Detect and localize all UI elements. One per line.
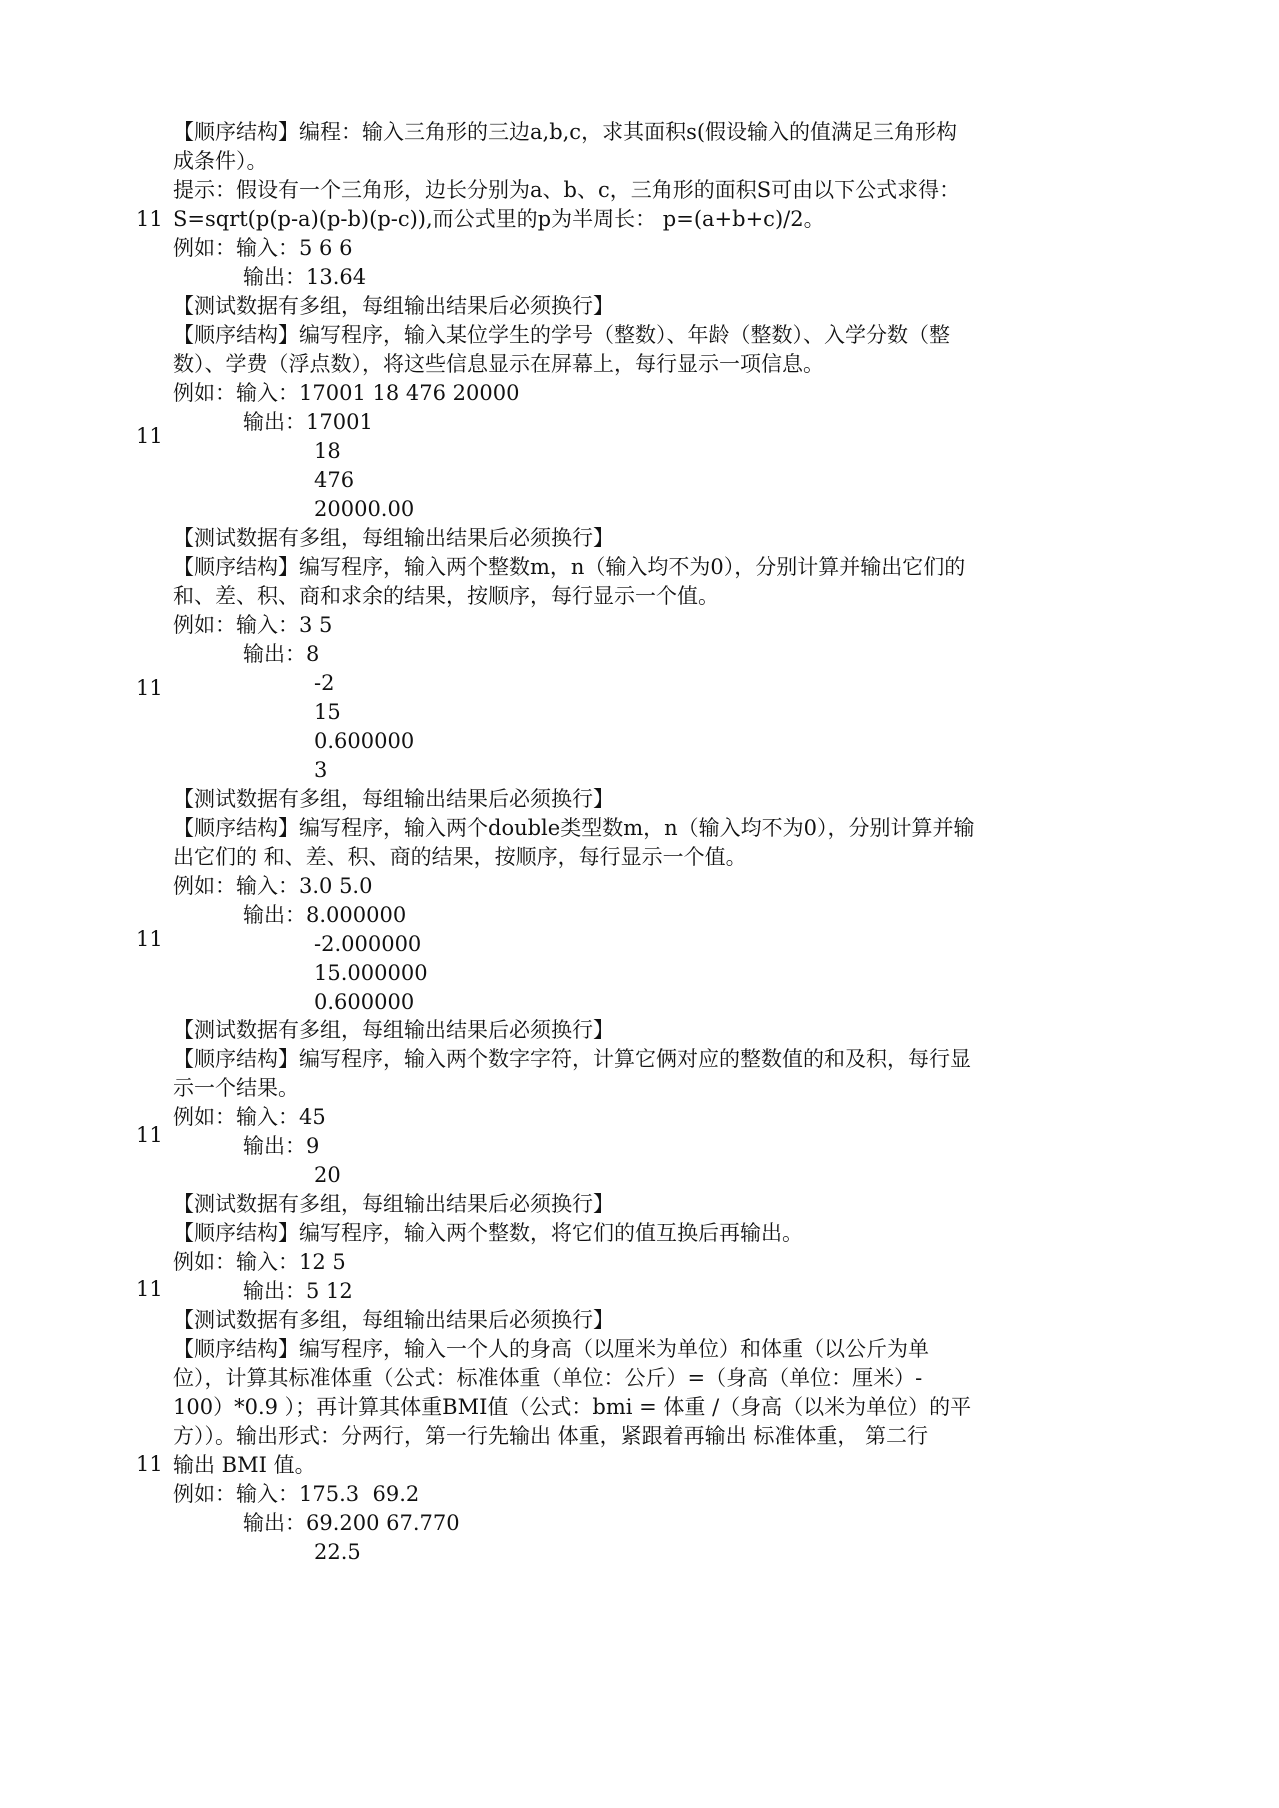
output-value: 8 bbox=[306, 642, 320, 666]
problem-number: 11 bbox=[136, 1277, 163, 1301]
problem-number: 11 bbox=[136, 424, 163, 448]
test-data-note: 【测试数据有多组，每组输出结果后必须换行】 bbox=[173, 1308, 614, 1332]
input-label: 输入： bbox=[236, 874, 299, 898]
statement-line: 【顺序结构】编写程序，输入两个数字字符，计算它俩对应的整数值的和及积，每行显 bbox=[173, 1047, 971, 1071]
input-label: 输入： bbox=[236, 613, 299, 637]
output-label: 输出： bbox=[243, 265, 306, 289]
test-data-note: 【测试数据有多组，每组输出结果后必须换行】 bbox=[173, 1192, 614, 1216]
output-value: 476 bbox=[314, 468, 355, 492]
output-value: 9 bbox=[306, 1134, 320, 1158]
output-value: 18 bbox=[314, 439, 341, 463]
test-data-note: 【测试数据有多组，每组输出结果后必须换行】 bbox=[173, 294, 614, 318]
input-value: 175.3 69.2 bbox=[299, 1482, 420, 1506]
statement-line: 100）*0.9 ）；再计算其体重BMI值（公式：bmi = 体重 /（身高（以米为单位）的平 bbox=[173, 1395, 972, 1419]
test-data-note: 【测试数据有多组，每组输出结果后必须换行】 bbox=[173, 1018, 614, 1042]
example-input-line bbox=[173, 1248, 1089, 1277]
input-label: 输入： bbox=[236, 1482, 299, 1506]
example-label: 例如： bbox=[173, 1482, 236, 1506]
statement-line: 方））。输出形式：分两行，第一行先输出 体重，紧跟着再输出 标准体重， 第二行 bbox=[173, 1424, 929, 1448]
statement-line: 【顺序结构】编写程序，输入两个整数，将它们的值互换后再输出。 bbox=[173, 1221, 803, 1245]
example-input-line bbox=[173, 872, 1089, 901]
example-input-line bbox=[173, 379, 1089, 408]
output-value: 15.000000 bbox=[314, 961, 428, 985]
statement-line: 【顺序结构】编程：输入三角形的三边a,b,c，求其面积s(假设输入的值满足三角形构 bbox=[173, 120, 958, 144]
output-value: 15 bbox=[314, 700, 341, 724]
problem-body bbox=[173, 524, 1089, 785]
statement-line: 提示：假设有一个三角形，边长分别为a、b、c，三角形的面积S可由以下公式求得： bbox=[173, 178, 961, 202]
example-output-line bbox=[173, 1132, 1089, 1161]
example-output-line bbox=[173, 901, 1089, 930]
test-data-note: 【测试数据有多组，每组输出结果后必须换行】 bbox=[173, 787, 614, 811]
example-input-line bbox=[173, 611, 1089, 640]
statement-line: 示一个结果。 bbox=[173, 1076, 299, 1100]
input-label: 输入： bbox=[236, 1105, 299, 1129]
input-value: 17001 18 476 20000 bbox=[299, 381, 520, 405]
problem-number: 11 bbox=[136, 207, 163, 231]
output-value: 20000.00 bbox=[314, 497, 415, 521]
input-label: 输入： bbox=[236, 1250, 299, 1274]
problem-number: 11 bbox=[136, 1123, 163, 1147]
example-output-line bbox=[173, 1277, 1089, 1306]
output-value: 22.5 bbox=[314, 1540, 361, 1564]
problem-number: 11 bbox=[136, 927, 163, 951]
input-value: 12 5 bbox=[299, 1250, 346, 1274]
statement-line: 位），计算其标准体重（公式：标准体重（单位：公斤）=（身高（单位：厘米）- bbox=[173, 1366, 923, 1390]
output-value: 0.600000 bbox=[314, 990, 415, 1014]
example-output-line bbox=[173, 1509, 1089, 1538]
output-label: 输出： bbox=[243, 1511, 306, 1535]
statement-line: 【顺序结构】编写程序，输入两个整数m，n（输入均不为0），分别计算并输出它们的 bbox=[173, 555, 966, 579]
example-input-line bbox=[173, 1103, 1089, 1132]
statement-line: 【顺序结构】编写程序，输入一个人的身高（以厘米为单位）和体重（以公斤为单 bbox=[173, 1337, 929, 1361]
problem-body bbox=[173, 118, 1089, 292]
statement-line: 成条件）。 bbox=[173, 149, 268, 173]
output-label: 输出： bbox=[243, 1279, 306, 1303]
problem-body bbox=[173, 1016, 1089, 1190]
output-label: 输出： bbox=[243, 410, 306, 434]
input-value: 5 6 6 bbox=[299, 236, 353, 260]
problem-body bbox=[173, 1306, 1089, 1567]
statement-line: S=sqrt(p(p-a)(p-b)(p-c)),而公式里的p为半周长： p=(a+b+c)/2。 bbox=[173, 207, 825, 231]
problem-body bbox=[173, 785, 1089, 1017]
input-value: 45 bbox=[299, 1105, 326, 1129]
statement-line: 输出 BMI 值。 bbox=[173, 1453, 316, 1477]
output-value: -2.000000 bbox=[314, 932, 422, 956]
example-label: 例如： bbox=[173, 381, 236, 405]
example-output-line bbox=[173, 408, 1089, 437]
input-label: 输入： bbox=[236, 236, 299, 260]
statement-line: 【顺序结构】编写程序，输入某位学生的学号（整数）、年龄（整数）、入学分数（整 bbox=[173, 323, 950, 347]
statement-line: 和、差、积、商和求余的结果，按顺序，每行显示一个值。 bbox=[173, 584, 719, 608]
output-label: 输出： bbox=[243, 642, 306, 666]
output-value: 8.000000 bbox=[306, 903, 407, 927]
input-value: 3 5 bbox=[299, 613, 333, 637]
statement-line: 数）、学费（浮点数），将这些信息显示在屏幕上，每行显示一项信息。 bbox=[173, 352, 824, 376]
output-value: 0.600000 bbox=[314, 729, 415, 753]
output-value: 69.200 67.770 bbox=[306, 1511, 460, 1535]
example-label: 例如： bbox=[173, 874, 236, 898]
output-value: -2 bbox=[314, 671, 335, 695]
example-input-line bbox=[173, 1480, 1089, 1509]
output-value: 20 bbox=[314, 1163, 341, 1187]
output-label: 输出： bbox=[243, 903, 306, 927]
example-output-line bbox=[173, 640, 1089, 669]
output-value: 5 12 bbox=[306, 1279, 353, 1303]
output-value: 17001 bbox=[306, 410, 373, 434]
problem-number: 11 bbox=[136, 676, 163, 700]
output-label: 输出： bbox=[243, 1134, 306, 1158]
example-label: 例如： bbox=[173, 1105, 236, 1129]
example-label: 例如： bbox=[173, 613, 236, 637]
example-label: 例如： bbox=[173, 1250, 236, 1274]
input-value: 3.0 5.0 bbox=[299, 874, 373, 898]
output-value: 13.64 bbox=[306, 265, 367, 289]
problem-number: 11 bbox=[136, 1452, 163, 1476]
problem-body bbox=[173, 292, 1089, 524]
example-output-line bbox=[173, 263, 1089, 292]
statement-line: 【顺序结构】编写程序，输入两个double类型数m，n（输入均不为0），分别计算并输 bbox=[173, 816, 975, 840]
output-value: 3 bbox=[314, 758, 328, 782]
example-input-line bbox=[173, 234, 1089, 263]
example-label: 例如： bbox=[173, 236, 236, 260]
input-label: 输入： bbox=[236, 381, 299, 405]
statement-line: 出它们的 和、差、积、商的结果，按顺序，每行显示一个值。 bbox=[173, 845, 747, 869]
problem-body bbox=[173, 1190, 1089, 1306]
test-data-note: 【测试数据有多组，每组输出结果后必须换行】 bbox=[173, 526, 614, 550]
